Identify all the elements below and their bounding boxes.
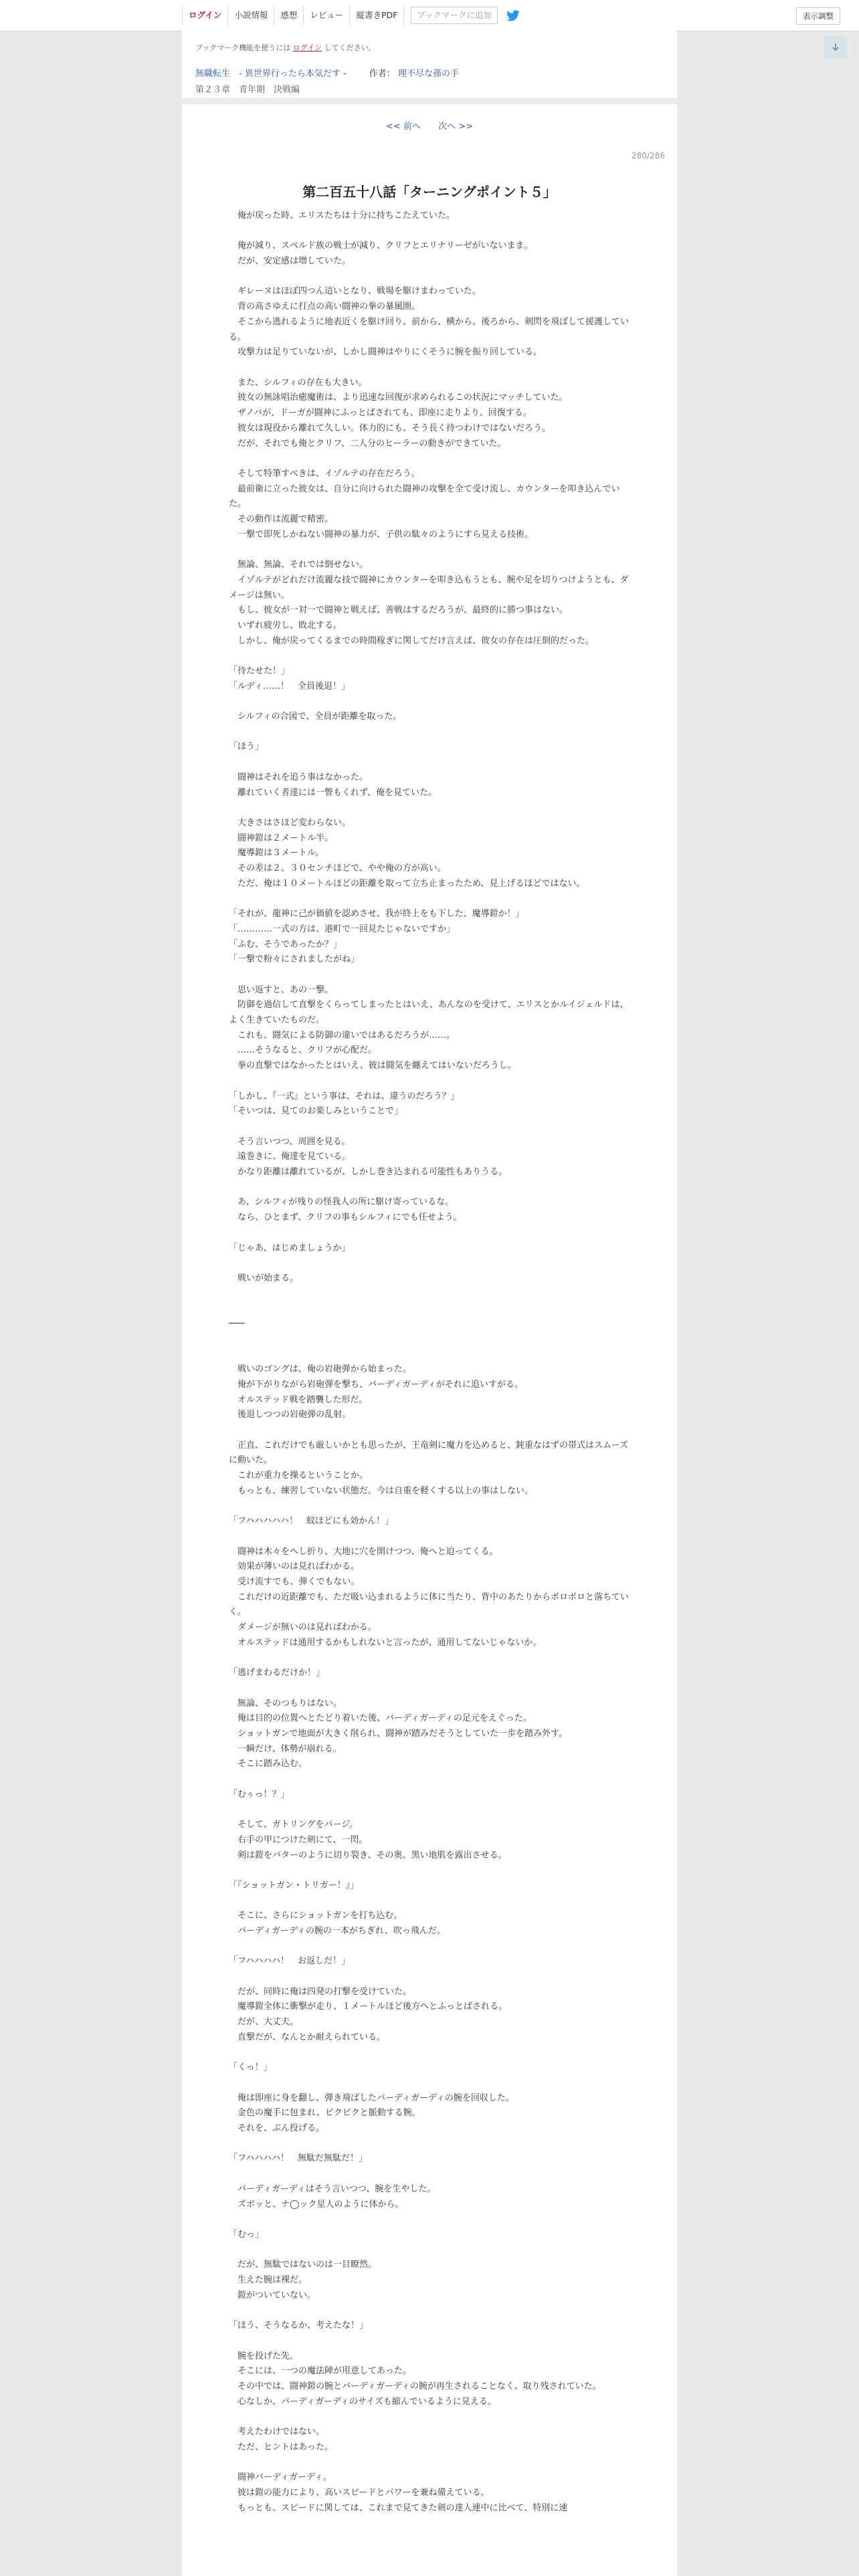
impressions-link[interactable]: 感想 bbox=[274, 5, 304, 25]
body-line: ザノバが、ドーガが闘神にふっとばされても、即座に走りより、回復する。 bbox=[229, 408, 532, 419]
body-line: 「逃げまわるだけか！」 bbox=[229, 1668, 325, 1679]
body-line: 闘神はそれを追う事はなかった。 bbox=[229, 772, 369, 782]
body-line bbox=[229, 270, 630, 285]
body-line: かなり距離は離れているが、しかし巻き込まれる可能性もありうる。 bbox=[229, 1167, 508, 1178]
body-line: 俺が戻った時、エリスたちは十分に持ちこたえていた。 bbox=[229, 211, 455, 221]
body-line: 生えた腕は裸だ。 bbox=[229, 2275, 308, 2286]
body-line: 俺が減り、スペルド族の戦士が減り、クリフとエリナリーゼがいないまま。 bbox=[229, 241, 533, 251]
body-line: オルステッド戦を踏襲した形だ。 bbox=[229, 1394, 368, 1405]
body-line bbox=[229, 2076, 630, 2091]
body-line: 魔導鎧全体に衝撃が走り、１メートルほど後方へとふっとばされる。 bbox=[229, 2002, 508, 2012]
body-line bbox=[229, 2455, 630, 2470]
body-line: 離れていく者達には一瞥もくれず、俺を見ていた。 bbox=[229, 787, 437, 798]
author-label: 作者： bbox=[369, 69, 395, 79]
body-line: あ、シルフィが残りの怪我人の所に駆け寄っているな。 bbox=[229, 1197, 454, 1208]
body-line bbox=[229, 2137, 630, 2152]
body-line bbox=[229, 2243, 630, 2258]
body-line: だが、同時に俺は四発の打撃を受けていた。 bbox=[229, 1986, 412, 1997]
body-line bbox=[229, 725, 630, 740]
body-line: 受け流すでも、弾くでもない。 bbox=[229, 1576, 360, 1587]
body-line: バーディガーディはそう言いつつ、腕を生やした。 bbox=[229, 2183, 436, 2194]
body-line: 魔導鎧は３メートル。 bbox=[229, 848, 324, 859]
body-line: 直撃だが、なんとか耐えられている。 bbox=[229, 2032, 386, 2042]
body-line: 闘神鎧は２メートル半。 bbox=[229, 833, 334, 843]
body-line: だが、それでも俺とクリフ、二人分のヒーラーの動きができていた。 bbox=[229, 438, 506, 449]
body-line: いずれ疲労し、敗北する。 bbox=[229, 620, 343, 631]
body-line bbox=[229, 451, 630, 467]
section-divider bbox=[182, 98, 677, 104]
body-line: 「しかし、『一式』という事は、それは、違うのだろう？」 bbox=[229, 1091, 460, 1101]
body-line: もっとも、練習していない状態だ。今は自重を軽くする以上の事はしない。 bbox=[229, 1485, 534, 1496]
body-line: 「ほう、そうなるか、考えたな！」 bbox=[229, 2321, 369, 2331]
body-line bbox=[229, 968, 630, 983]
body-line: 「待たせた！」 bbox=[229, 666, 290, 676]
body-line: 「一撃で粉々にされましたがね」 bbox=[229, 954, 360, 965]
arrow-down-icon bbox=[831, 43, 840, 52]
body-line: 戦いのゴングは、俺の岩砲弾から始まった。 bbox=[229, 1364, 411, 1375]
twitter-icon[interactable] bbox=[506, 8, 520, 23]
review-link[interactable]: レビュー bbox=[304, 5, 350, 25]
body-line: 防御を過信して直撃をくらってしまったとはいえ、あんなのを受けて、エリスとかルイジェルドは、よく生きていたものだ。 bbox=[229, 1000, 629, 1026]
body-line: そう言いつつ、周囲を見る。 bbox=[229, 1136, 351, 1147]
body-line bbox=[229, 1256, 630, 1271]
body-line: 剣は鎧をバターのように切り裂き、その奥、黒い地肌を露出させる。 bbox=[229, 1850, 507, 1860]
body-line: ギレーヌはほぼ四つん這いとなり、戦場を駆けまわっていた。 bbox=[229, 286, 481, 297]
bookmark-notice-prefix: ブックマーク機能を使うには bbox=[195, 43, 291, 52]
body-line: そこに踏み込む。 bbox=[229, 1759, 308, 1769]
body-line: 「それが、龍神に己が価値を認めさせ、我が終上をも下した、魔導鎧か！」 bbox=[229, 909, 524, 920]
body-line: また、シルフィの存在も大きい。 bbox=[229, 377, 367, 388]
top-nav-bar bbox=[0, 0, 859, 31]
body-line: だが、無駄ではないのは一目瞭然。 bbox=[229, 2260, 377, 2270]
body-line bbox=[229, 1802, 630, 1818]
body-line bbox=[229, 1074, 630, 1089]
body-line: これも、闘気による防御の違いではあるだろうが……。 bbox=[229, 1030, 456, 1041]
body-line: シルフィの合図で、全員が距離を取った。 bbox=[229, 712, 402, 722]
body-line: 闘神バーディガーディ。 bbox=[229, 2472, 332, 2483]
body-line: 「フハハハハハ！ 蚊ほどにも効かん！」 bbox=[229, 1516, 393, 1527]
body-line: 一瞬だけ、体勢が崩れる。 bbox=[229, 1743, 342, 1754]
body-line bbox=[229, 1301, 630, 1317]
body-line: そして特筆すべきは、イゾルテの存在だろう。 bbox=[229, 468, 420, 479]
body-line: 大きさはさほど変わらない。 bbox=[229, 817, 351, 828]
body-line: もっとも、スピードに関しては、これまで見てきた剣の達人連中に比べて、特別に速 bbox=[229, 2502, 568, 2513]
body-line bbox=[229, 224, 630, 239]
body-line: 「そいつは、見てのお楽しみということで」 bbox=[229, 1106, 403, 1117]
body-line: 彼女は現役から離れて久しい。体力的にも、そう長く持つわけではないだろう。 bbox=[229, 423, 551, 433]
bookmark-notice-suffix: してください。 bbox=[324, 43, 376, 52]
body-line: 「…………一式の方は、港町で一回見たじゃないですか」 bbox=[229, 924, 456, 934]
author-link[interactable]: 理不尽な孫の手 bbox=[397, 69, 459, 79]
body-line: そこから逃れるように地表近くを駆け回り、前から、横から、後ろから、剣閃を飛ばして援護している。 bbox=[229, 316, 630, 342]
display-adjust-button[interactable]: 表示調整 bbox=[796, 7, 840, 25]
body-line bbox=[229, 1894, 630, 1909]
body-line: ─── bbox=[229, 1319, 245, 1329]
bookmark-notice bbox=[195, 42, 376, 53]
body-line: 「ほう」 bbox=[229, 742, 264, 752]
body-line: そこに、さらにショットガンを打ち込む。 bbox=[229, 1911, 403, 1921]
body-line: 戦いが始まる。 bbox=[229, 1273, 299, 1283]
episode-title: 第二百五十八話「ターニングポイント５」 bbox=[302, 184, 557, 201]
body-line: 無論、そのつもりはない。 bbox=[229, 1698, 343, 1709]
body-line: バーディガーディの腕の一本がちぎれ、吹っ飛んだ。 bbox=[229, 1925, 446, 1936]
body-line: 彼女の無詠唱治癒魔術は、より迅速な回復が求められるこの状況にマッチしていた。 bbox=[229, 393, 568, 403]
body-line: 考えたわけではない。 bbox=[229, 2427, 325, 2438]
body-line bbox=[229, 542, 630, 558]
body-line bbox=[229, 1772, 630, 1788]
body-line: だが、大丈夫。 bbox=[229, 2017, 299, 2028]
body-line: イゾルテがどれだけ流麗な技で闘神にカウンターを叩き込もうとも、腕や足を切りつけようとも、ダメージは無い。 bbox=[229, 574, 629, 601]
body-line bbox=[229, 800, 630, 816]
body-line bbox=[229, 2167, 630, 2182]
body-line bbox=[229, 2409, 630, 2425]
body-line: 正直、これだけでも厳しいかとも思ったが、王竜剣に魔力を込めると、鈍重なはずの帯式はスムーズに動いた。 bbox=[229, 1440, 628, 1466]
novel-body-text bbox=[229, 209, 630, 2516]
body-line bbox=[229, 2303, 630, 2319]
add-bookmark-button[interactable]: ブックマークに追加 bbox=[411, 7, 498, 24]
body-line: ……そうなると、クリフが心配だ。 bbox=[229, 1045, 377, 1056]
novel-info-link[interactable]: 小説情報 bbox=[228, 5, 274, 25]
body-line bbox=[229, 360, 630, 376]
body-line: その差は２、３０センチほどで、やや俺の方が高い。 bbox=[229, 863, 446, 874]
pager bbox=[182, 119, 677, 132]
body-line: だが、安定感は増していた。 bbox=[229, 256, 351, 267]
body-line bbox=[229, 694, 630, 710]
body-line bbox=[229, 1650, 630, 1666]
body-line: オルステッドは通用するかもしれないと言ったが、通用してないじゃないか。 bbox=[229, 1637, 542, 1648]
body-line: 彼は鎧の能力により、高いスピードとパワーを兼ね備えている。 bbox=[229, 2487, 490, 2498]
novel-info bbox=[195, 66, 459, 79]
body-line: ただ、俺は１０メートルほどの距離を取って立ち止まったため、見上げるほどではない。 bbox=[229, 878, 585, 889]
bookmark-login-link[interactable]: ログイン bbox=[292, 43, 322, 52]
body-line: 背の高さゆえに打点の高い闘神の拳の暴風圏。 bbox=[229, 302, 421, 312]
body-line: 遠巻きに、俺達を見ている。 bbox=[229, 1152, 351, 1162]
body-line bbox=[229, 2046, 630, 2061]
body-line bbox=[229, 2212, 630, 2228]
body-line: もし、彼女が一対一で闘神と戦えば、善戦はするだろうが、最終的に勝つ事はない。 bbox=[229, 605, 569, 616]
body-line: ダメージが無いのは見ればわかる。 bbox=[229, 1622, 377, 1633]
body-line: 心なしか、バーディガーディのサイズも縮んでいるように見える。 bbox=[229, 2396, 496, 2407]
body-line bbox=[229, 1180, 630, 1196]
body-line: その動作は流麗で精密。 bbox=[229, 514, 334, 524]
scroll-down-button[interactable] bbox=[824, 36, 847, 59]
body-line: ただ、ヒントはあった。 bbox=[229, 2442, 333, 2452]
body-line bbox=[229, 1939, 630, 1955]
body-line bbox=[229, 1529, 630, 1545]
body-line: 俺は即座に身を翻し、弾き飛ばしたバーディガーディの腕を回収した。 bbox=[229, 2092, 514, 2103]
body-line: 「フハハハハ！ 無駄だ無駄だ！」 bbox=[229, 2153, 367, 2164]
body-line: 「ふむ、そうであったか？」 bbox=[229, 939, 342, 950]
body-line: 「くっ！」 bbox=[229, 2062, 272, 2073]
novel-title-link[interactable]: 無職転生 - 異世界行ったら本気だす - bbox=[195, 69, 347, 79]
body-line: これだけの近距離でも、ただ吸い込まれるように体に当たり、背中のあたりからポロポロと落ちていく。 bbox=[229, 1592, 629, 1618]
body-line bbox=[229, 1119, 630, 1135]
body-line: ショットガンで地面が大きく削られ、闘神が踏みだそうとしていた一歩を踏み外す。 bbox=[229, 1728, 568, 1739]
body-line bbox=[229, 1332, 630, 1348]
body-line: 攻撃力は足りていないが、しかし闘神はやりにくそうに腕を振り回している。 bbox=[229, 347, 543, 358]
body-line bbox=[229, 755, 630, 770]
body-line: 俺が下がりながら岩砲弾を撃ち、バーディガーディがそれに追いすがる。 bbox=[229, 1379, 523, 1390]
body-line: 「じゃあ、はじめましょうか」 bbox=[229, 1243, 351, 1253]
body-line: 「むっ」 bbox=[229, 2229, 264, 2240]
body-line: その中では、闘神鎧の腕とバーディガーディの腕が再生されることなく、取り残されていた。 bbox=[229, 2381, 601, 2391]
body-line: 拳の直撃ではなかったとはいえ、彼は闘気を纏えてはいないだろうし。 bbox=[229, 1061, 516, 1071]
body-line: そして、ガトリングをパージ。 bbox=[229, 1820, 359, 1830]
body-line: 腕を投げた先。 bbox=[229, 2351, 299, 2361]
body-line: なら、ひとまず、クリフの事もシルフィにでも任せよう。 bbox=[229, 1212, 462, 1223]
body-line: 鎧がついていない。 bbox=[229, 2290, 316, 2300]
body-line bbox=[229, 1499, 630, 1514]
body-line bbox=[229, 649, 630, 664]
body-line: 最前衛に立った彼女は、自分に向けられた闘神の攻撃を全て受け流し、カウンターを叩き込んでいた。 bbox=[229, 484, 620, 510]
body-line bbox=[229, 1681, 630, 1697]
body-line: 効果が薄いのは見ればわかる。 bbox=[229, 1562, 360, 1572]
body-line: 闘神は木々をへし折り、大地に穴を開けつつ、俺へと迫ってくる。 bbox=[229, 1546, 498, 1557]
twitter-bird-icon bbox=[506, 10, 520, 21]
body-line bbox=[229, 1287, 630, 1302]
body-line: 金色の魔手に包まれ、ピクピクと脈動する腕。 bbox=[229, 2108, 421, 2119]
body-line: 思い返すと、あの一撃。 bbox=[229, 984, 334, 995]
body-line: 「ルディ……！ 全員後退！」 bbox=[229, 681, 350, 691]
body-line bbox=[229, 1347, 630, 1362]
body-line bbox=[229, 1969, 630, 1985]
body-line: しかし、俺が戻ってくるまでの時間稼ぎに関してだけ言えば、彼女の存在は圧倒的だった。 bbox=[229, 635, 595, 646]
chapter-name: 第２３章 青年期 決戦編 bbox=[195, 85, 300, 95]
body-line: 俺は目的の位置へとたどり着いた後、バーディガーディの足元をえぐった。 bbox=[229, 1713, 532, 1724]
body-line: それを、ぶん投げる。 bbox=[229, 2123, 325, 2134]
login-link[interactable]: ログイン bbox=[182, 5, 228, 25]
vertical-pdf-link[interactable]: 縦書きPDF bbox=[350, 5, 404, 25]
body-line: 右手の甲につけた剣にて、一閃。 bbox=[229, 1834, 368, 1845]
body-line: 一撃で即死しかねない闘神の暴力が、子供の駄々のようにすら見える技術。 bbox=[229, 529, 534, 540]
body-line bbox=[229, 1863, 630, 1879]
novel-content-area bbox=[182, 31, 677, 2576]
body-line: そこには、一つの魔法陣が用意してあった。 bbox=[229, 2366, 411, 2377]
body-line: 「フハハハハ！ お返しだ！」 bbox=[229, 1956, 350, 1967]
body-line bbox=[229, 1226, 630, 1241]
body-line bbox=[229, 2334, 630, 2349]
body-line bbox=[229, 1423, 630, 1438]
body-line bbox=[229, 891, 630, 907]
body-line: 後退しつつの岩砲弾の乱射。 bbox=[229, 1410, 351, 1420]
body-line: ズボッと、ナ◯ック星人のように体から。 bbox=[229, 2199, 404, 2210]
prev-page-link[interactable]: << 前へ bbox=[386, 122, 421, 132]
body-line: 無論、無論、それでは倒せない。 bbox=[229, 560, 369, 570]
body-line: 「『ショットガン・トリガー！』」 bbox=[229, 1880, 359, 1891]
next-page-link[interactable]: 次へ >> bbox=[438, 122, 473, 132]
body-line: 「むぅっ！？」 bbox=[229, 1789, 290, 1800]
body-line: これが重力を操るということか。 bbox=[229, 1471, 369, 1481]
nav-menu bbox=[182, 5, 520, 25]
page-count: 280/286 bbox=[632, 151, 665, 160]
